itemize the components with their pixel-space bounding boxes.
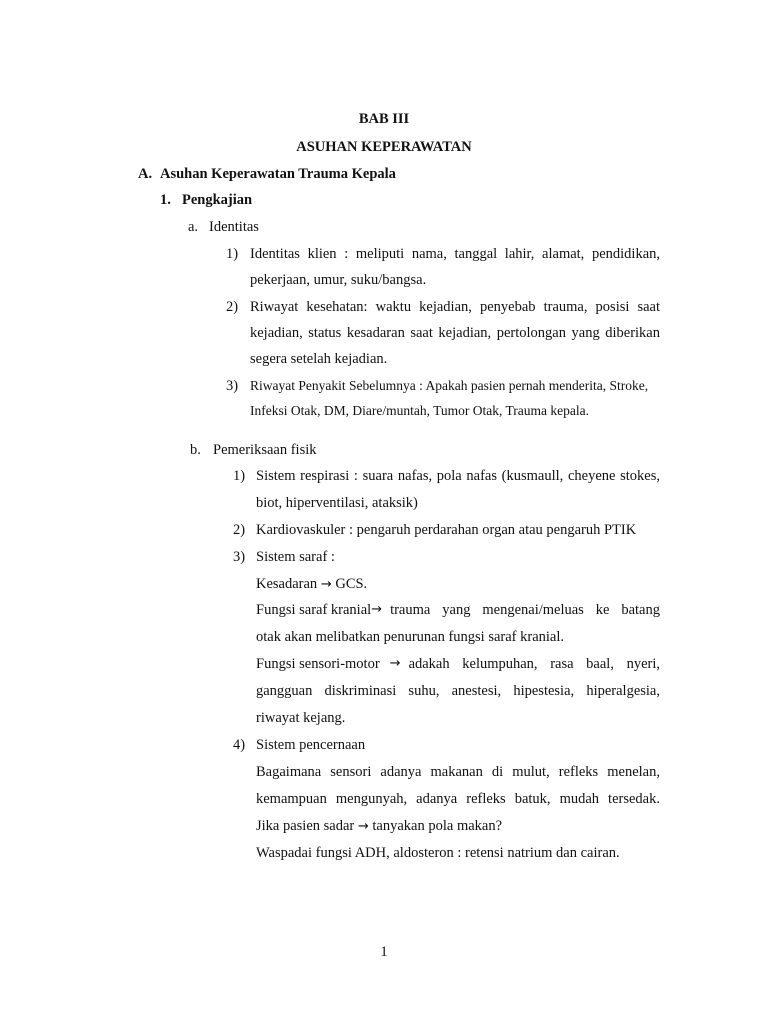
part-a-title: Identitas [209,219,259,235]
list-item-text: kejadian, status kesadaran saat kejadian, pertolongan yang diberikan [250,325,660,341]
part-b-marker: b. [190,442,201,458]
kranial-line [256,601,660,619]
kesadaran-value: GCS. [335,576,368,592]
sensori-text: adakah kelumpuhan, rasa baal, nyeri, [408,656,660,672]
list-item-marker: 2) [233,522,246,538]
list-item-text: segera setelah kejadian. [250,351,388,367]
list-item-text: Identitas klien : meliputi nama, tanggal lahir, alamat, pendidikan, [250,246,660,262]
list-item-text: Sistem saraf : [256,549,335,565]
list-item-marker: 3) [226,378,239,394]
chapter-title: ASUHAN KEPERAWATAN [296,139,472,155]
arrow-right-icon: → [389,656,401,671]
pencernaan-question-line [256,817,502,836]
kranial-text: trauma yang mengenai/meluas ke batang [390,602,660,618]
sensori-line [256,655,660,673]
arrow-right-icon: → [371,602,383,617]
sensori-text-continued: riwayat kejang. [256,710,346,726]
list-item-marker: 4) [233,737,246,753]
list-item-text: Riwayat kesehatan: waktu kejadian, penyebab trauma, posisi saat [250,299,660,315]
kranial-text-continued: otak akan melibatkan penurunan fungsi saraf kranial. [256,629,565,645]
pencernaan-question: tanyakan pola makan? [372,818,503,834]
list-item-text: Kardiovaskuler : pengaruh perdarahan organ atau pengaruh PTIK [256,522,637,538]
list-item-text: Sistem pencernaan [256,737,366,753]
arrow-right-icon: → [357,819,369,834]
part-a-marker: a. [188,219,199,235]
chapter-heading: BAB III [358,111,410,127]
pencernaan-text: Waspadai fungsi ADH, aldosteron : retensi natrium dan cairan. [256,845,620,861]
kesadaran-label: Kesadaran [256,576,318,592]
list-item-text: Infeksi Otak, DM, Diare/muntah, Tumor Otak, Trauma kepala. [250,403,589,418]
list-item-marker: 3) [233,549,246,565]
list-item-marker: 1) [233,468,246,484]
list-item-marker: 2) [226,299,239,315]
sensori-text-continued: gangguan diskriminasi suhu, anestesi, hipestesia, hiperalgesia, [256,683,660,699]
kesadaran-line [256,575,367,594]
arrow-right-icon: → [320,577,332,592]
subsection-1-marker: 1. [160,192,171,208]
section-a-marker: A. [138,166,153,182]
page-number: 1 [380,944,388,960]
list-item-text: Sistem respirasi : suara nafas, pola nafas (kusmaull, cheyene stokes, [256,468,660,484]
pencernaan-text: kemampuan mengunyah, adanya refleks batuk, mudah tersedak. [256,791,660,807]
sensori-label: Fungsi sensori-motor [256,656,380,672]
section-a-title: Asuhan Keperawatan Trauma Kepala [160,166,396,182]
list-item-text: Riwayat Penyakit Sebelumnya : Apakah pasien pernah menderita, Stroke, [250,378,649,393]
pencernaan-condition: Jika pasien sadar [256,818,355,834]
subsection-1-title: Pengkajian [182,192,253,208]
list-item-text: pekerjaan, umur, suku/bangsa. [250,272,427,288]
pencernaan-text: Bagaimana sensori adanya makanan di mulut, refleks menelan, [256,764,660,780]
kranial-label: Fungsi saraf kranial [256,602,372,618]
list-item-marker: 1) [226,246,239,262]
part-b-title: Pemeriksaan fisik [213,442,317,458]
list-item-text: biot, hiperventilasi, ataksik) [256,495,418,511]
